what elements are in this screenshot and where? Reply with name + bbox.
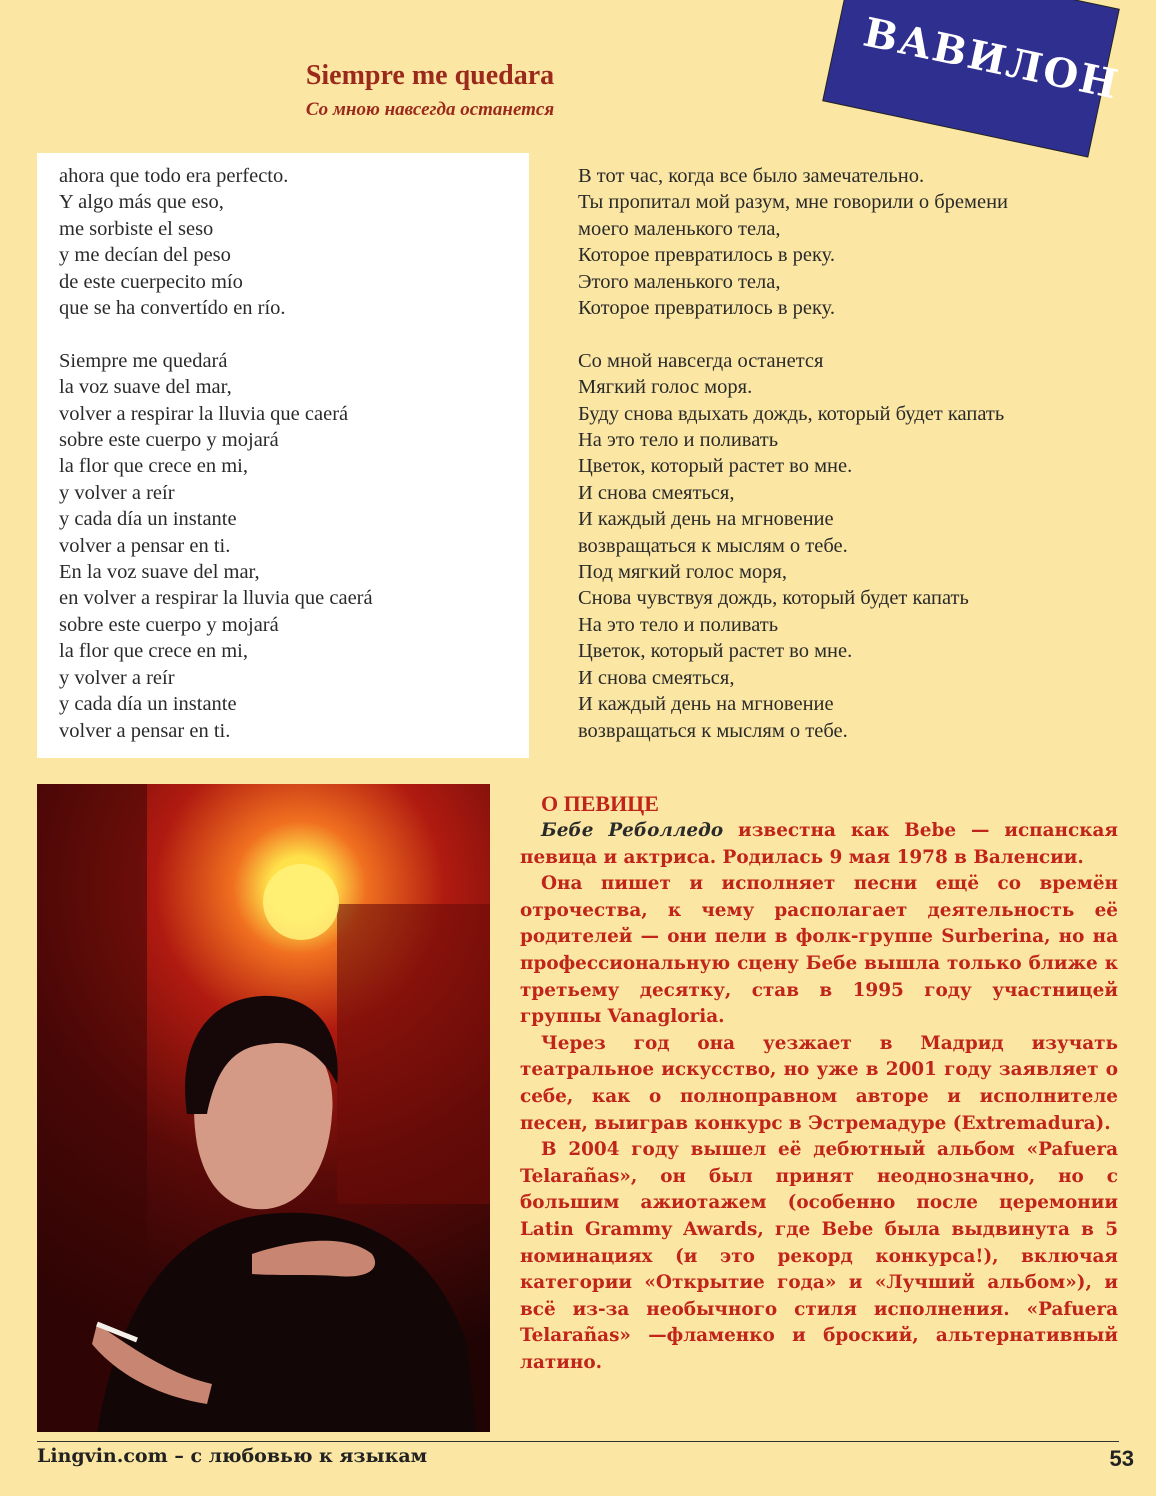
- footer-divider: [37, 1441, 1119, 1442]
- page-number: 53: [1109, 1446, 1134, 1471]
- lyric-line: Со мной навсегда останется: [578, 349, 824, 372]
- lyric-line: la voz suave del mar,: [59, 376, 232, 399]
- lyric-line: y volver a reír: [59, 481, 175, 504]
- lyric-line: volver a pensar en ti.: [59, 719, 231, 742]
- lyric-line: volver a respirar la lluvia que caerá: [59, 402, 349, 425]
- stanza-break: [59, 321, 373, 347]
- lyric-line: Цветок, который растет во мне.: [578, 455, 853, 478]
- lyric-line: На это тело и поливать: [578, 613, 779, 636]
- lyric-line: Мягкий голос моря.: [578, 376, 753, 399]
- lyric-line: que se ha convertído en río.: [59, 297, 286, 320]
- section-banner-label: ВАВИЛОН: [859, 8, 1124, 109]
- lyric-line: en volver a respirar la lluvia que caerá: [59, 587, 373, 610]
- lyric-line: volver a pensar en ti.: [59, 534, 231, 557]
- footer-site: [37, 1445, 427, 1467]
- lyric-line: Снова чувствуя дождь, который будет капать: [578, 587, 969, 610]
- lyric-line: Этого маленького тела,: [578, 270, 781, 293]
- lyric-line: de este cuerpecito mío: [59, 270, 243, 293]
- about-paragraph-2: Она пишет и исполняет песни ещё со времён отрочества, к чему располагает деятельность её родителей — они пели в фолк-группе Surberina, но на профессиональную сцену Бебе вышла только ближе к третьему десятку, став в 1995 году участницей группы Vanagloria.: [520, 873, 1118, 1028]
- lyric-line: En la voz suave del mar,: [59, 561, 260, 584]
- lyric-line: Под мягкий голос моря,: [578, 561, 787, 584]
- about-paragraph-1: [520, 818, 1118, 871]
- lyric-line: На это тело и поливать: [578, 429, 779, 452]
- lyric-line: la flor que crece en mi,: [59, 640, 248, 663]
- lyrics-russian: [578, 163, 1008, 744]
- about-heading: О ПЕВИЦЕ: [541, 791, 659, 816]
- lyric-line: Которое превратилось в реку.: [578, 297, 836, 320]
- lyric-line: возвращаться к мыслям о тебе.: [578, 719, 848, 742]
- lyric-line: y volver a reír: [59, 666, 175, 689]
- lyric-line: me sorbiste el seso: [59, 217, 214, 240]
- about-paragraph-1-text: известна как Bebe — испанская певица и актриса. Родилась 9 мая 1978 в Валенсии.: [520, 820, 1119, 868]
- lyric-line: y cada día un instante: [59, 693, 237, 716]
- stanza-break: [578, 321, 1008, 347]
- lyric-line: Цветок, который растет во мне.: [578, 640, 853, 663]
- about-paragraph-3: Через год она уезжает в Мадрид изучать театральное искусство, но уже в 2001 году заявляет о себе, как о полноправном авторе и исполнителе песен, выиграв конкурс в Эстремадуре (Extremadura).: [520, 1032, 1118, 1134]
- singer-name: Бебе Реболледо: [541, 820, 724, 841]
- lyric-line: моего маленького тела,: [578, 217, 781, 240]
- lyric-line: И каждый день на мгновение: [578, 693, 834, 716]
- lyric-line: sobre este cuerpo y mojará: [59, 613, 279, 636]
- lyrics-spanish: [59, 163, 373, 744]
- singer-photo-illustration: [37, 784, 490, 1432]
- about-paragraph-4: В 2004 году вышел её дебютный альбом «Pafuera Telarañas», он был принят неоднозначно, но с большим ажиотажем (особенно после церемонии Latin Grammy Awards, где Bebe была выдвинута в 5 номинациях (и это рекорд конкурса!), включая категории «Открытие года» и «Лучший альбом»), и всё из-за необычного стиля исполнения. «Pafuera Telarañas» —фламенко и броский, альтернативный латино.: [520, 1139, 1118, 1373]
- lyric-line: la flor que crece en mi,: [59, 455, 248, 478]
- lyric-line: ahora que todo era perfecto.: [59, 165, 289, 187]
- lyric-line: sobre este cuerpo y mojará: [59, 429, 279, 452]
- lyric-line: Y algo más que eso,: [59, 191, 224, 214]
- singer-photo: [37, 784, 490, 1432]
- lyric-line: И каждый день на мгновение: [578, 508, 834, 531]
- lyric-line: И снова смеяться,: [578, 481, 735, 504]
- lyric-line: Ты пропитал мой разум, мне говорили о бремени: [578, 191, 1009, 214]
- lyric-line: y cada día un instante: [59, 508, 237, 531]
- lyric-line: В тот час, когда все было замечательно.: [578, 165, 925, 187]
- lyric-line: Буду снова вдыхать дождь, который будет капать: [578, 402, 1005, 425]
- song-subtitle: Со мною навсегда останется: [305, 99, 555, 120]
- song-title: Siempre me quedara: [305, 60, 555, 91]
- lyric-line: y me decían del peso: [59, 244, 231, 267]
- lyric-line: И снова смеяться,: [578, 666, 735, 689]
- about-singer: [520, 790, 1118, 1376]
- footer-tagline: – с любовью к языкам: [167, 1445, 428, 1467]
- lyric-line: Siempre me quedará: [59, 349, 228, 372]
- lyric-line: возвращаться к мыслям о тебе.: [578, 534, 848, 557]
- footer-site-link[interactable]: Lingvin.com: [37, 1445, 168, 1467]
- lyric-line: Которое превратилось в реку.: [578, 244, 836, 267]
